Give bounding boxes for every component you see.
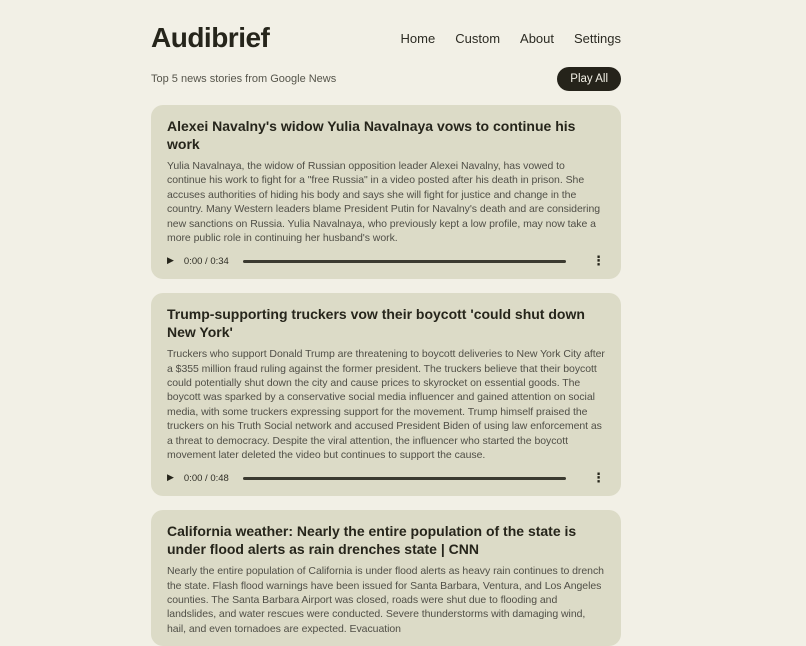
nav-item-custom[interactable]: Custom	[455, 30, 501, 46]
audio-player	[167, 470, 605, 486]
audio-time: 0:00 / 0:48	[183, 472, 229, 484]
story-title: California weather: Nearly the entire population of the state is under flood alerts as rain drenches state | CNN	[167, 523, 577, 557]
play-all-button[interactable]: Play All	[557, 67, 621, 91]
app-title: Audibrief	[151, 22, 270, 53]
story-card	[151, 293, 621, 496]
story-summary: Nearly the entire population of California is under flood alerts as heavy rain continues to drench the state. Flash flood warnings have been issued for Santa Barbara, Ventura, and Los Angeles counties. The Santa Barbara Airport was closed, roads were shut due to flooding and landslides, and water rescues were conducted. Severe thunderstorms with damaging wind, hail, and even tornadoes are expected. Evacuation	[167, 565, 604, 635]
nav-item-home[interactable]: Home	[400, 30, 436, 46]
page-container	[151, 0, 621, 646]
story-summary: Truckers who support Donald Trump are threatening to boycott deliveries to New York City after a $355 million fraud ruling against the former president. The truckers believe that their boycott could potentially shut down the city and cause prices to skyrocket on essential goods. The boycott was sparked by a conservative social media influencer and gained attention on social media, with some truckers expressing support for the movement. Trump himself praised the truckers on his Truth Social network and accused President Biden of using law enforcement as a threat to democracy. Despite the viral attention, the influencer who started the boycott movement later deleted the video but continues to support the cause.	[167, 348, 605, 461]
kebab-menu-icon[interactable]: ⋮	[592, 253, 605, 269]
story-card	[151, 105, 621, 279]
audio-player	[167, 253, 605, 269]
story-card	[151, 510, 621, 646]
page-subtitle: Top 5 news stories from Google News	[151, 73, 337, 85]
audio-time: 0:00 / 0:34	[183, 255, 229, 267]
kebab-menu-icon[interactable]: ⋮	[592, 470, 605, 486]
audio-progress-bar[interactable]	[243, 260, 566, 263]
play-icon[interactable]: ▶	[167, 255, 174, 266]
story-title: Trump-supporting truckers vow their boycott 'could shut down New York'	[167, 306, 585, 340]
nav-item-about[interactable]: About	[520, 30, 555, 46]
toolbar	[151, 67, 621, 91]
story-summary: Yulia Navalnaya, the widow of Russian opposition leader Alexei Navalny, has vowed to continue his work to fight for a "free Russia" in a video posted after his death in prison. She accuses authorities of hiding his body and says she will fight for justice and change in the country. Many Western leaders blame President Putin for Navalny's death and are considering new sanctions on Russia. Yulia Navalnaya, who previously kept a low profile, may now take a more public role in continuing her husband's work.	[167, 160, 601, 244]
play-icon[interactable]: ▶	[167, 472, 174, 483]
story-title: Alexei Navalny's widow Yulia Navalnaya vows to continue his work	[167, 118, 576, 152]
app-header	[151, 22, 621, 54]
main-nav	[401, 31, 621, 46]
nav-item-settings[interactable]: Settings	[574, 30, 621, 46]
audio-progress-bar[interactable]	[243, 477, 566, 480]
story-list	[151, 105, 621, 646]
